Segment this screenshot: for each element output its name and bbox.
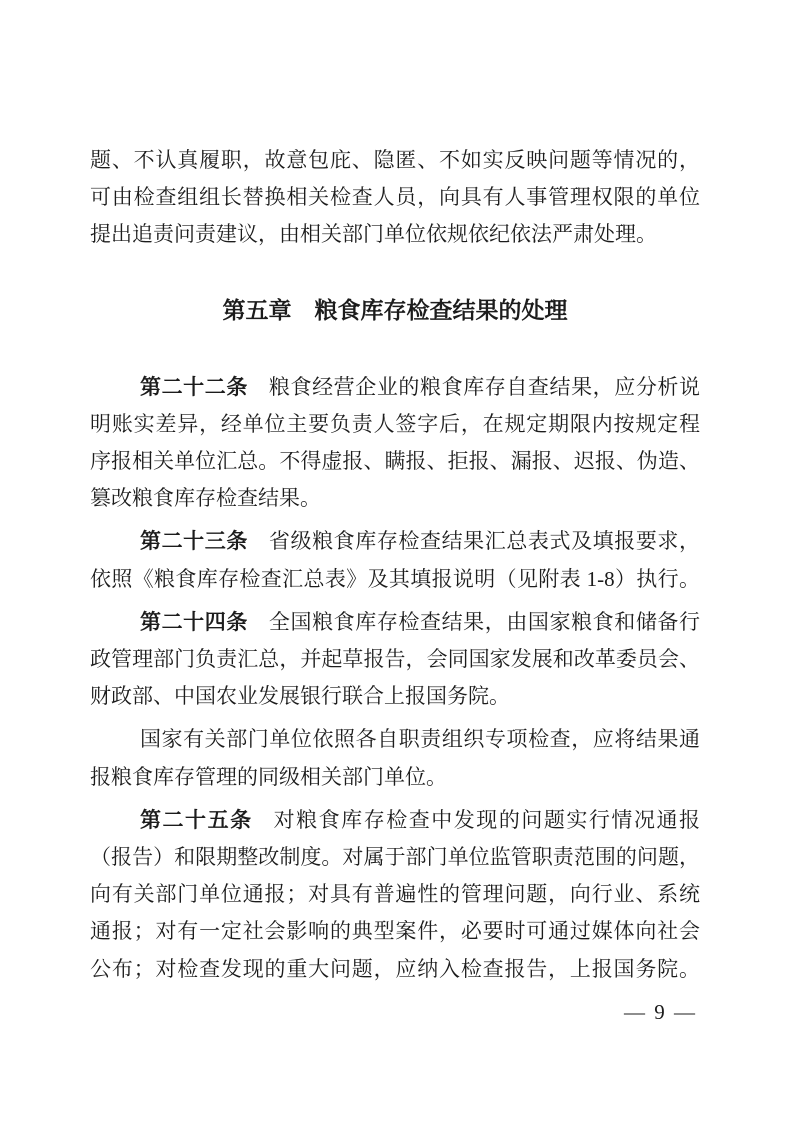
text-line: 政管理部门负责汇总，并起草报告，会同国家发展和改革委员会、 bbox=[90, 647, 700, 672]
text-line: 依照《粮食库存检查汇总表》及其填报说明（见附表 1-8）执行。 bbox=[90, 566, 700, 591]
text-line: 报粮食库存管理的同级相关部门单位。 bbox=[90, 764, 447, 789]
text-line: 提出追责问责建议，由相关部门单位依规依纪依法严肃处理。 bbox=[90, 222, 657, 247]
article-23 bbox=[90, 523, 700, 597]
text-line bbox=[90, 604, 700, 641]
text-line: 通报；对有一定社会影响的典型案件，必要时可通过媒体向社会 bbox=[90, 919, 700, 944]
article-24 bbox=[90, 604, 700, 716]
article-number: 第二十二条 bbox=[140, 374, 248, 399]
article-25 bbox=[90, 802, 700, 988]
text-line: 公布；对检查发现的重大问题，应纳入检查报告，上报国务院。 bbox=[90, 956, 700, 981]
text-line: 篡改粮食库存检查结果。 bbox=[90, 486, 321, 511]
text-line: 可由检查组组长替换相关检查人员，向具有人事管理权限的单位 bbox=[90, 185, 700, 210]
article-number: 第二十三条 bbox=[140, 529, 248, 554]
article-text: 粮食经营企业的粮食库存自查结果，应分析说 bbox=[268, 374, 701, 399]
article-text: 省级粮食库存检查结果汇总表式及填报要求， bbox=[268, 529, 701, 554]
article-text: 全国粮食库存检查结果，由国家粮食和储备行 bbox=[268, 609, 701, 634]
article-number: 第二十四条 bbox=[140, 609, 248, 634]
text-line bbox=[90, 523, 700, 560]
text-line: 向有关部门单位通报；对具有普遍性的管理问题，向行业、系统 bbox=[90, 882, 700, 907]
article-22 bbox=[90, 369, 700, 518]
text-line: 国家有关部门单位依照各自职责组织专项检查，应将结果通 bbox=[140, 727, 700, 752]
text-line: 题、不认真履职，故意包庇、隐匿、不如实反映问题等情况的， bbox=[90, 148, 700, 172]
document-body bbox=[90, 142, 700, 988]
text-line bbox=[90, 802, 700, 839]
text-line: 明账实差异，经单位主要负责人签字后，在规定期限内按规定程 bbox=[90, 411, 700, 436]
text-line bbox=[90, 369, 700, 406]
chapter-heading: 第五章 粮食库存检查结果的处理 bbox=[222, 297, 568, 323]
text-line: （报告）和限期整改制度。对属于部门单位监管职责范围的问题， bbox=[90, 845, 700, 870]
text-line: 财政部、中国农业发展银行联合上报国务院。 bbox=[90, 684, 510, 709]
article-text: 对粮食库存检查中发现的问题实行情况通报 bbox=[273, 807, 700, 832]
text-line: 序报相关单位汇总。不得虚报、瞒报、拒报、漏报、迟报、伪造、 bbox=[90, 449, 700, 474]
article-number: 第二十五条 bbox=[140, 807, 253, 832]
paragraph-continuation bbox=[90, 142, 700, 254]
paragraph-special-inspection bbox=[90, 721, 700, 795]
page-number: — 9 — bbox=[624, 1000, 697, 1024]
